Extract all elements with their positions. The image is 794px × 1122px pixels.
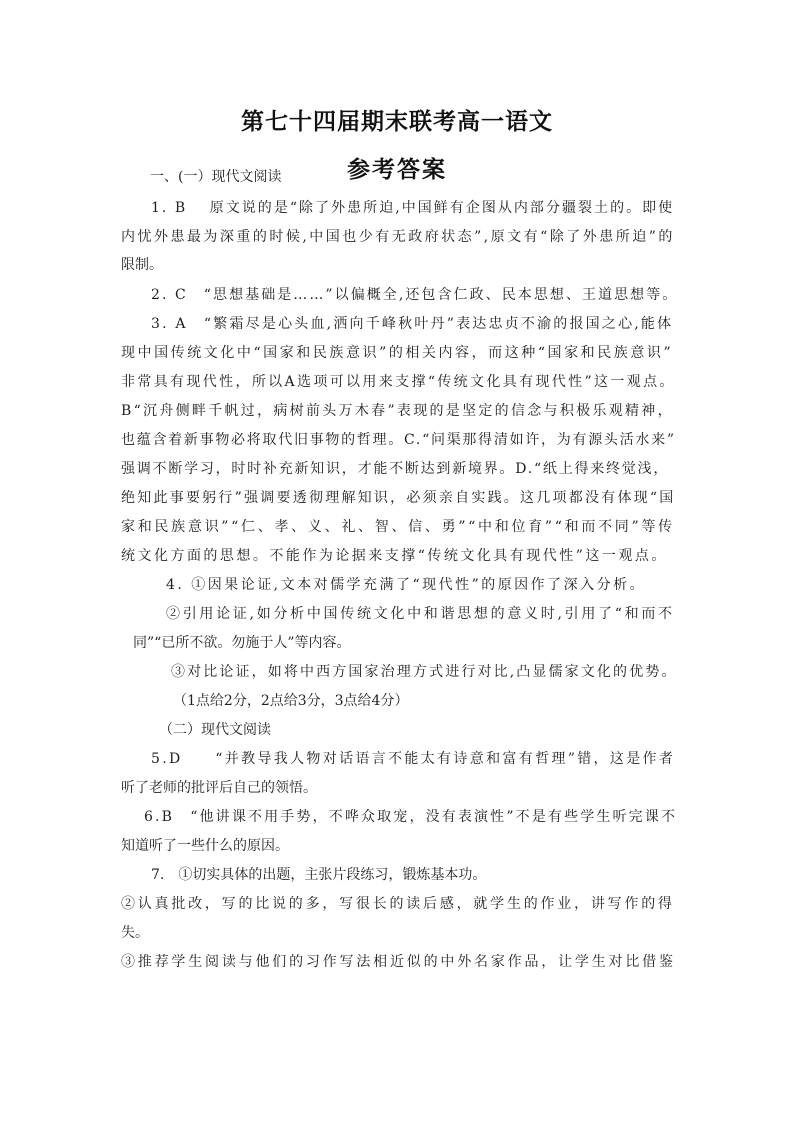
text-line: 2. C “思想基础是……”以偏概全,还包含仁政、民本思想、王道思想等。 [151,287,679,303]
text-line: 限制。 [121,257,163,273]
text-line: 内忧外患最为深重的时候,中国也少有无政府状态”,原文有“除了外患所迫”的 [121,229,675,245]
text-line: B“沉舟侧畔千帆过，病树前头万木春”表现的是坚定的信念与积极乐观精神， [121,403,674,419]
text-line: 统文化方面的思想。不能作为论据来支撑“传统文化具有现代性”这一观点。 [121,548,668,564]
text-line: ③推荐学生阅读与他们的习作写法相近似的中外名家作品，让学生对比借鉴 [121,954,676,970]
text-line: 听了老师的批评后自己的领悟。 [121,780,317,796]
text-line: 强调不断学习，时时补充新知识，才能不断达到新境界。D.“纸上得来终觉浅， [121,461,670,477]
text-line: （1点给2分，2点给3分，3点给4分） [173,693,409,709]
text-line: ③对比论证，如将中西方国家治理方式进行对比,凸显儒家文化的优势。 [171,664,678,680]
text-line: 非常具有现代性，所以A选项可以用来支撑“传统文化具有现代性”这一观点。 [121,374,676,390]
text-line: 3. A “繁霜尽是心头血,洒向千峰秋叶丹”表达忠贞不渝的报国之心,能体 [151,316,674,332]
text-line: 也蕴含着新事物必将取代旧事物的哲理。C.“问渠那得清如许，为有源头活水来” [121,432,676,448]
text-line: ②认真批改，写的比说的多，写很长的读后感，就学生的作业，讲写作的得 [121,896,675,912]
text-line: 1. B 原文说的是“除了外患所迫,中国鲜有企图从内部分疆裂土的。即使 [151,200,675,216]
text-line: 知道听了一些什么的原因。 [121,838,289,854]
document-subtitle: 参考答案 [347,157,447,183]
text-line: 4. ①因果论证,文本对儒学充满了“现代性”的原因作了深入分析。 [166,577,647,593]
section-heading: 一、(一）现代文阅读 [150,169,282,185]
text-line: 6.B “他讲课不用手势，不哗众取宠，没有表演性”不是有些学生听完课不 [144,809,678,825]
text-line: 现中国传统文化中“国家和民族意识”的相关内容，而这种“国家和民族意识” [121,345,674,361]
section-heading: （二）现代文阅读 [159,722,271,738]
text-line: 绝知此事要躬行”强调要透彻理解知识，必须亲自实践。这几项都没有体现“国 [121,490,676,506]
text-line: 5.D “并教导我人物对话语言不能太有诗意和富有哲理”错，这是作者 [151,751,676,767]
text-line: 7. ①切实具体的出题，主张片段练习，锻炼基本功。 [151,867,487,883]
text-line: 家和民族意识”“仁、孝、义、礼、智、信、勇”“中和位育”“和而不同”等传 [121,519,675,535]
text-line: 同”“已所不欲。勿施于人”等内容。 [133,635,351,651]
text-line: 失。 [121,925,149,941]
text-line: ②引用论证,如分析中国传统文化中和谐思想的意义时,引用了“和而不 [166,606,675,622]
document-title: 第七十四届期末联考高一语文 [241,109,553,135]
